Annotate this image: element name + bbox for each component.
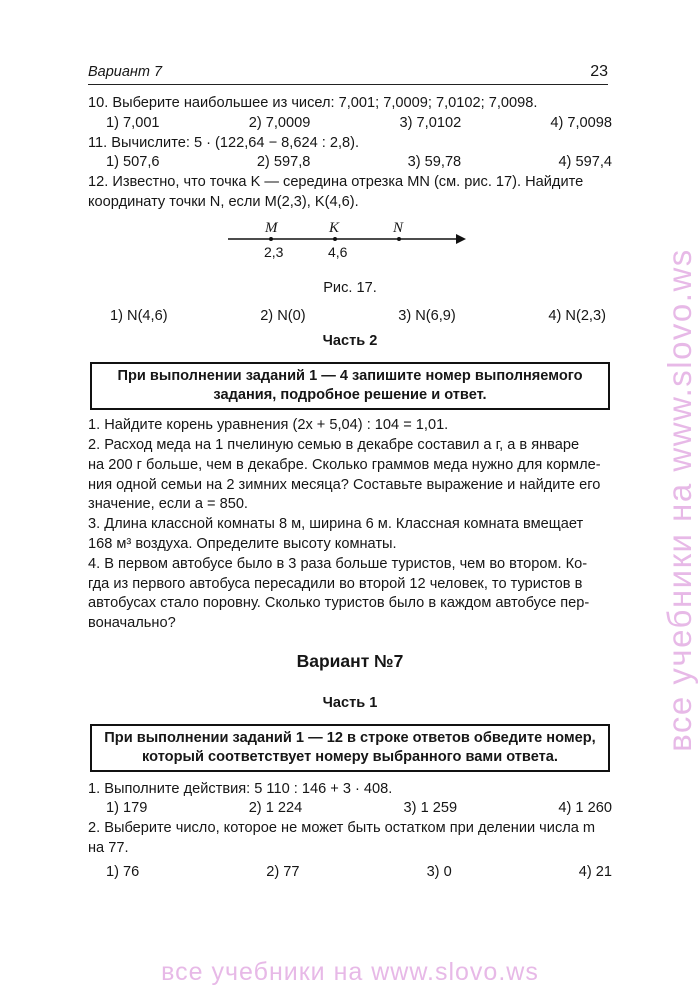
part2-instruction-box [90,362,610,410]
q11-options [88,153,612,173]
q11-option: 1) 507,6 [106,154,160,171]
q11-option: 3) 59,78 [407,154,462,171]
bottom-watermark: все учебники на www.slovo.ws [161,958,539,986]
part2-task-1: 1. Найдите корень уравнения (2x + 5,04) : 104 = 1,01. [88,417,449,434]
label-n: N [393,219,404,236]
part2-task-4-line: 4. В первом автобусе было в 3 раза больше туристов, чем во втором. Ко- [88,555,588,572]
part1-instruction-line: При выполнении заданий 1 — 12 в строке ответов обведите номер, [104,729,596,746]
v7-q1-text: 1. Выполните действия: 5 110 : 146 + 3 · 408. [88,780,393,797]
v7-q1-option: 2) 1 224 [248,800,303,817]
part2-task-2-line: 2. Расход меда на 1 пчелиную семью в декабре составил a г, а в январе [88,436,580,453]
v7-q2-option: 4) 21 [578,863,612,880]
v7-q2-option: 1) 76 [106,863,140,880]
v7-q2-options [88,863,612,883]
q11-text: 11. Вычислите: 5 · (122,64 − 8,624 : 2,8). [88,134,360,151]
q10-option: 1) 7,001 [106,114,160,131]
q10-text: 10. Выберите наибольшее из чисел: 7,001; 7,0009; 7,0102; 7,0098. [88,95,538,111]
q11-option: 4) 597,4 [558,154,612,171]
q12-option: 4) N(2,3) [548,307,606,324]
part2-task-3-line: 168 м³ воздуха. Определите высоту комнаты. [88,535,397,552]
v7-q2-line1: 2. Выберите число, которое не может быть остатком при делении числа m [88,820,596,837]
q12-line1: 12. Известно, что точка K — середина отрезка MN (см. рис. 17). Найдите [88,174,584,191]
q10-option: 2) 7,0009 [248,114,311,131]
page-header [88,62,608,85]
v7-q1-option: 4) 1 260 [558,800,612,817]
number-line-arrow [456,234,466,244]
q10-options [88,114,612,134]
part2-instruction-line: При выполнении заданий 1 — 4 запишите номер выполняемого [117,368,583,385]
label-m: M [265,219,278,236]
v7-q2-line2: на 77. [88,839,129,856]
part2-heading: Часть 2 [322,333,378,350]
value-k: 4,6 [328,243,348,260]
variant-heading: Вариант №7 [296,650,404,671]
part2-task-4-line: автобусах стало поровну. Сколько туристов было в каждом автобусе пер- [88,595,590,612]
side-watermark-text: все учебники на www.slovo.ws [661,248,698,752]
q12-option: 2) N(0) [260,307,306,324]
q12-options [88,307,612,327]
part2-task-2-line: ния одной семьи на 2 зимних месяца? Составьте выражение и найдите его [88,476,601,493]
q10-option: 3) 7,0102 [399,114,462,131]
q12-line2: координату точки N, если M(2,3), K(4,6). [88,193,359,210]
figure-17 [88,219,612,277]
v7-q1-option: 3) 1 259 [403,800,458,817]
q11-option: 2) 597,8 [256,154,311,171]
q12-option: 3) N(6,9) [398,307,456,324]
side-watermark [660,140,700,860]
part1-heading: Часть 1 [322,694,378,711]
running-title: Вариант 7 [88,64,163,80]
label-k: K [329,219,340,236]
part2-task-4-line: гда из первого автобуса пересадили во второй 12 человек, то туристов в [88,575,583,592]
page-content [88,94,612,883]
part2-task-3-line: 3. Длина классной комнаты 8 м, ширина 6 м. Классная комната вмещает [88,516,584,533]
part2-task-2-line: на 200 г больше, чем в декабре. Сколько граммов меда нужно для кормле- [88,456,601,473]
v7-q1-options [88,799,612,819]
part2-instruction-line: задания, подробное решение и ответ. [213,387,487,404]
v7-q1-option: 1) 179 [106,800,148,817]
value-m: 2,3 [264,243,284,260]
v7-q2-option: 2) 77 [266,863,300,880]
figure-caption: Рис. 17. [323,279,377,296]
q12-option: 1) N(4,6) [110,307,168,324]
part2-task-4-line: воначально? [88,615,176,632]
v7-q2-option: 3) 0 [426,863,452,880]
part2-task-2-line: значение, если a = 850. [88,496,248,513]
page-number: 23 [590,63,608,80]
part1-instruction-box [90,724,610,772]
part1-instruction-line: который соответствует номеру выбранного вами ответа. [142,748,558,765]
q10-option: 4) 7,0098 [550,114,612,131]
